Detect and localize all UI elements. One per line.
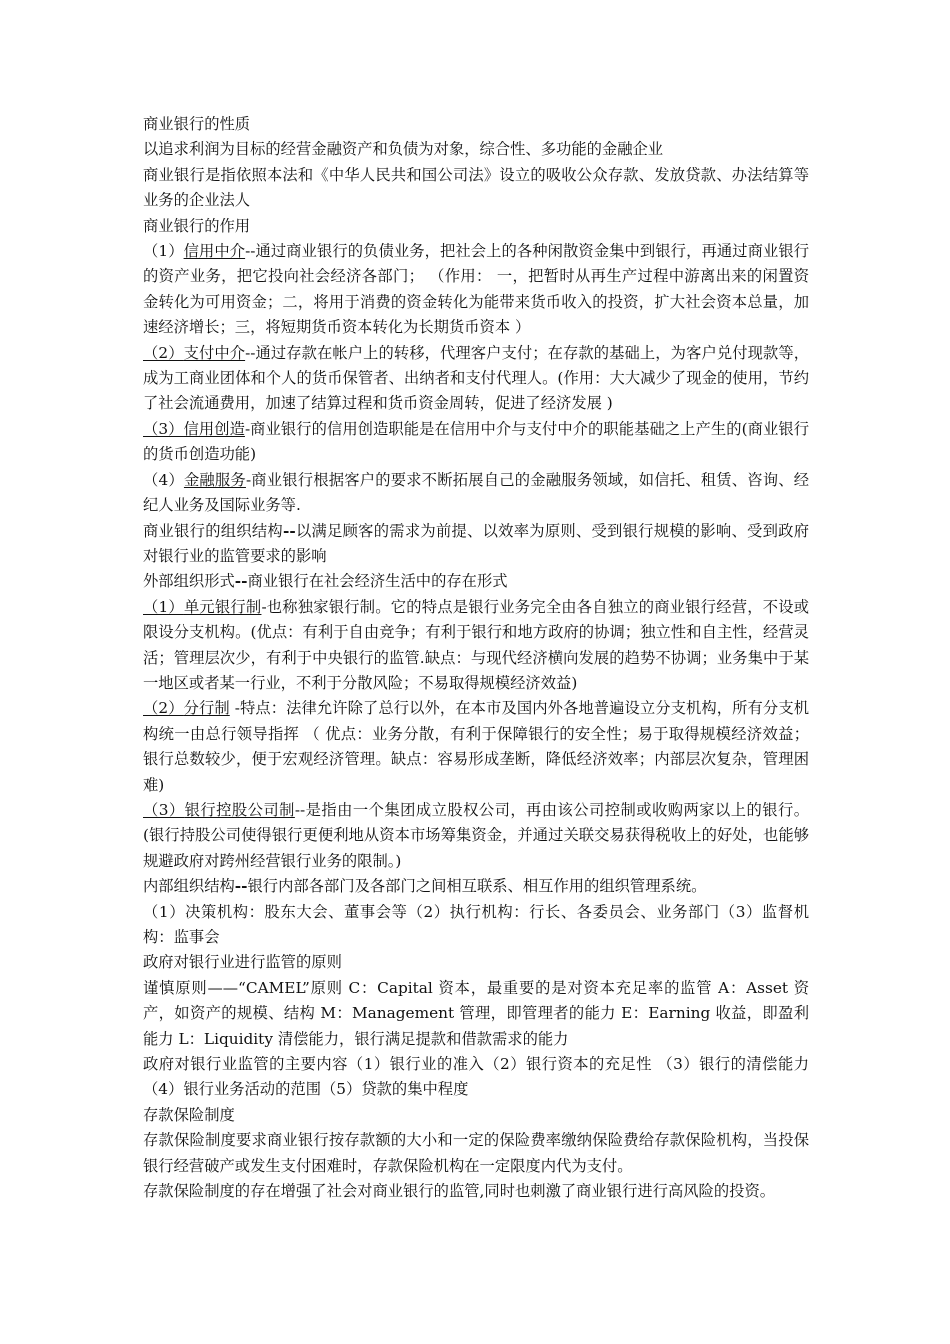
role-item-1-term: 信用中介 [183, 242, 246, 261]
deposit-insurance-para-1: 存款保险制度要求商业银行按存款额的大小和一定的保险费率缴纳保险费给存款保险机构，当投保银行经营破产或发生支付困难时，存款保险机构在一定限度内代为支付。 [143, 1131, 809, 1175]
role-item-2-text: --通过存款在帐户上的转移，代理客户支付；在存款的基础上，为客户兑付现款等，成为工商业团体和个人的货币保管者、出纳者和支付代理人。(作用：大大减少了现金的使用，节约了社会流通费用，加速了结算过程和货币资金周转，促进了经济发展 ) [143, 343, 809, 413]
external-item-2-term: 分行制 [183, 699, 230, 718]
deposit-insurance-heading: 存款保险制度 [143, 1105, 235, 1124]
internal-org-para [143, 874, 809, 899]
internal-org-sep: -- [234, 877, 248, 896]
role-item-4-term: 金融服务 [183, 470, 246, 489]
external-org-lead: 外部组织形式 [143, 572, 235, 591]
regulation-heading: 政府对银行业进行监管的原则 [143, 953, 342, 972]
org-structure-text: 以满足顾客的需求为前提、以效率为原则、受到银行规模的影响、受到政府对银行业的监管要求的影响 [143, 521, 809, 565]
org-structure-para [143, 519, 809, 570]
external-item-1-term: 单元银行制 [183, 597, 262, 616]
role-item-1-text: --通过商业银行的负债业务，把社会上的各种闲散资金集中到银行，再通过商业银行的资产业务，把它投向社会经济各部门； （作用： 一，把暂时从再生产过程中游离出来的闲置资金转化为可用资金；二，将用于消费的资金转化为能带来货币收入的投资，扩大社会资本总量，加速经济增长；三，将短期货币资本转化为长期货币资本 ） [143, 242, 809, 337]
external-item-2-num: （2） [143, 699, 184, 718]
camel-para: 谨慎原则——“CAMEL”原则 C：Capital 资本，最重要的是对资本充足率的监管 A：Asset 资产，如资产的规模、结构 M：Management 管理，即管理者的能力 E：Earning 收益，即盈利能力 L：Liquidity 清偿能力，银行满足提款和借款需求的能力 [143, 978, 809, 1048]
role-item-3-num: （3） [143, 419, 184, 438]
external-item-1-text: -也称独家银行制。它的特点是银行业务完全由各自独立的商业银行经营，不设或限设分支机构。(优点：有利于自由竞争；有利于银行和地方政府的协调；独立性和自主性，经营灵活；管理层次少，有利于中央银行的监管.缺点：与现代经济横向发展的趋势不协调；业务集中于某一地区或者某一行业，不利于分散风险；不易取得规模经济效益) [143, 597, 810, 692]
role-item-3-text: -商业银行的信用创造职能是在信用中介与支付中介的职能基础之上产生的(商业银行的货币创造功能) [143, 419, 809, 464]
external-org-sep: -- [234, 572, 248, 591]
role-item-2-num: （2） [143, 343, 184, 362]
external-item-1 [143, 595, 809, 697]
document-page [143, 112, 809, 1204]
external-item-1-num: （1） [143, 597, 184, 616]
external-item-3-text: --是指由一个集团成立股权公司，再由该公司控制或收购两家以上的银行。(银行持股公司使得银行更便利地从资本市场筹集资金，并通过关联交易获得税收上的好处，也能够规避政府对跨州经营银行业务的限制。) [143, 800, 809, 870]
external-org-para [143, 569, 809, 594]
external-item-3-term: 银行控股公司制 [184, 800, 295, 819]
nature-para-2: 商业银行是指依照本法和《中华人民共和国公司法》设立的吸收公众存款、发放贷款、办法结算等业务的企业法人 [143, 165, 809, 210]
deposit-insurance-para-2: 存款保险制度的存在增强了社会对商业银行的监管,同时也刺激了商业银行进行高风险的投资。 [143, 1182, 776, 1201]
regulation-content-para: 政府对银行业监管的主要内容（1）银行业的准入（2）银行资本的充足性 （3）银行的清偿能力（4）银行业务活动的范围（5）贷款的集中程度 [143, 1055, 809, 1099]
external-item-3 [143, 798, 809, 874]
role-item-1-num: （1） [143, 242, 184, 261]
role-item-4-num: （4） [143, 470, 184, 489]
nature-heading: 商业银行的性质 [143, 115, 251, 133]
external-org-text: 商业银行在社会经济生活中的存在形式 [247, 572, 508, 591]
nature-para-1: 以追求利润为目标的经营金融资产和负债为对象，综合性、多功能的金融企业 [143, 140, 664, 159]
org-structure-sep: -- [283, 521, 296, 540]
external-item-2-text: -特点：法律允许除了总行以外，在本市及国内外各地普遍设立分支机构，所有分支机构统一由总行领导指挥 （ 优点：业务分散，有利于保障银行的安全性；易于取得规模经济效益；银行总数较少，便于宏观经济管理。缺点：容易形成垄断，降低经济效率；内部层次复杂，管理困难) [143, 699, 809, 794]
role-item-4 [143, 468, 809, 519]
role-item-2-term: 支付中介 [183, 343, 246, 362]
org-structure-lead: 商业银行的组织结构 [143, 521, 283, 540]
internal-org-text: 银行内部各部门及各部门之间相互联系、相互作用的组织管理系统。 [247, 877, 707, 896]
role-item-2 [143, 341, 809, 417]
role-item-3 [143, 417, 809, 468]
external-item-3-num: （3） [143, 800, 185, 819]
role-item-4-text: -商业银行根据客户的要求不断拓展自己的金融服务领域，如信托、租赁、咨询、经纪人业务及国际业务等. [143, 470, 810, 515]
internal-org-list: （1）决策机构：股东大会、董事会等（2）执行机构：行长、各委员会、业务部门（3）监督机构：监事会 [143, 902, 809, 946]
role-item-3-term: 信用创造 [183, 419, 245, 438]
external-item-2 [143, 696, 809, 798]
internal-org-lead: 内部组织结构 [143, 877, 235, 896]
role-heading: 商业银行的作用 [143, 216, 251, 235]
role-item-1 [143, 239, 809, 341]
